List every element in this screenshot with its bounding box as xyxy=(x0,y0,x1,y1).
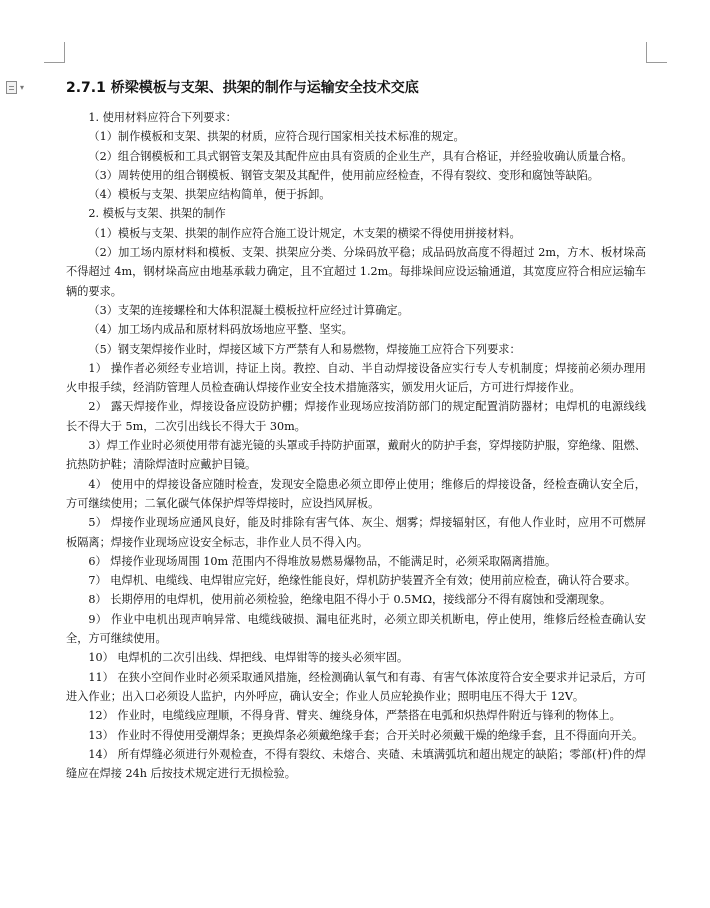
paragraph: 3）焊工作业时必须使用带有滤光镜的头罩或手持防护面罩，戴耐火的防护手套，穿焊接防护服，穿绝缘、阻燃、抗热防护鞋；清除焊渣时应戴护目镜。 xyxy=(66,439,646,472)
document-options-icon[interactable] xyxy=(6,80,36,94)
chevron-down-icon: ▾ xyxy=(20,82,25,92)
paragraph: 6） 焊接作业现场周围 10m 范围内不得堆放易燃易爆物品，不能满足时，必须采取隔离措施。 xyxy=(88,554,557,568)
paragraph: 4） 使用中的焊接设备应随时检查，发现安全隐患必须立即停止使用；维修后的焊接设备，经检查确认安全后，方可继续使用；二氧化碳气体保护焊等焊接时，应设挡风屏板。 xyxy=(66,477,646,510)
page-corner-mark-top-right xyxy=(646,42,667,63)
paragraph: 1） 操作者必须经专业培训，持证上岗。教控、自动、半自动焊接设备应实行专人专机制度；焊接前必须办理用火申报手续，经消防管理人员检查确认焊接作业安全技术措施落实，颁发用火证后，方可进行焊接作业。 xyxy=(66,361,646,395)
page-corner-mark-top-left xyxy=(44,42,65,63)
page-icon xyxy=(6,81,17,94)
paragraph: 11） 在狭小空间作业时必须采取通风措施，经检测确认氧气和有毒、有害气体浓度符合安全要求并记录后，方可进入作业；出入口必须设人监护，内外呼应，确认安全；作业人员应轮换作业；照明电压不得大于 12V。 xyxy=(66,670,646,703)
paragraph: 10） 电焊机的二次引出线、焊把线、电焊钳等的接头必须牢固。 xyxy=(88,651,409,665)
paragraph: （1）模板与支架、拱架的制作应符合施工设计规定，木支架的横梁不得使用拼接材料。 xyxy=(88,226,521,240)
paragraph: 14） 所有焊缝必须进行外观检查，不得有裂纹、未熔合、夹碴、未填满弧坑和超出规定的缺陷；零部(杆)件的焊缝应在焊接 24h 后按技术规定进行无损检验。 xyxy=(66,747,646,781)
paragraph: 2. 模板与支架、拱架的制作 xyxy=(88,207,226,221)
section-title: 桥梁模板与支架、拱架的制作与运输安全技术交底 xyxy=(110,80,419,96)
paragraph: 7） 电焊机、电缆线、电焊钳应完好，绝缘性能良好，焊机防护装置齐全有效；使用前应检查，确认符合要求。 xyxy=(88,574,637,588)
paragraph: 13） 作业时不得使用受潮焊条；更换焊条必须戴绝缘手套；合开关时必须戴干燥的绝缘手套，且不得面向开关。 xyxy=(88,728,644,742)
document-body xyxy=(66,76,646,783)
paragraph: （3）支架的连接螺栓和大体积混凝土模板拉杆应经过计算确定。 xyxy=(88,303,409,317)
paragraph: （2）组合钢模板和工具式钢管支架及其配件应由具有资质的企业生产，具有合格证，并经验收确认质量合格。 xyxy=(88,149,633,163)
paragraph: 1. 使用材料应符合下列要求： xyxy=(88,111,237,124)
paragraph: 8） 长期停用的电焊机，使用前必须检验，绝缘电阻不得小于 0.5MΩ，接线部分不得有腐蚀和受潮现象。 xyxy=(88,593,612,607)
paragraph: （4）模板与支架、拱架应结构简单，便于拆卸。 xyxy=(88,188,331,202)
paragraph: （2）加工场内原材料和模板、支架、拱架应分类、分垛码放平稳；成品码放高度不得超过 2m，方木、板材垛高不得超过 4m，钢材垛高应由地基承载力确定，且不宜超过 1.2m。每排垛间应设运输通道，其宽度应符合相应运输车辆的要求。 xyxy=(66,246,646,298)
paragraph: （1）制作模板和支架、拱架的材质，应符合现行国家相关技术标准的规定。 xyxy=(88,130,465,144)
paragraph: 9） 作业中电机出现声响异常、电缆线破损、漏电征兆时，必须立即关机断电，停止使用，维修后经检查确认安全，方可继续使用。 xyxy=(66,612,646,646)
paragraph: 5） 焊接作业现场应通风良好，能及时排除有害气体、灰尘、烟雾；焊接辐射区，有他人作业时，应用不可燃屏板隔离；焊接作业现场应设安全标志，非作业人员不得入内。 xyxy=(66,516,646,549)
paragraph: （5）钢支架焊接作业时，焊接区域下方严禁有人和易燃物，焊接施工应符合下列要求： xyxy=(88,342,521,356)
paragraph: 2） 露天焊接作业，焊接设备应设防护棚；焊接作业现场应按消防部门的规定配置消防器材；电焊机的电源线线长不得大于 5m，二次引出线长不得大于 30m。 xyxy=(66,400,646,433)
section-heading xyxy=(66,76,646,100)
paragraph: （3）周转使用的组合钢模板、钢管支架及其配件，使用前应经检查，不得有裂纹、变形和腐蚀等缺陷。 xyxy=(88,168,599,182)
paragraph-list xyxy=(66,108,646,783)
paragraph: 12） 作业时，电缆线应理顺，不得身背、臂夹、缠绕身体，严禁搭在电弧和炽热焊件附近与锋利的物体上。 xyxy=(88,709,621,723)
section-number: 2.7.1 xyxy=(66,80,106,96)
paragraph: （4）加工场内成品和原材料码放场地应平整、坚实。 xyxy=(88,323,353,337)
